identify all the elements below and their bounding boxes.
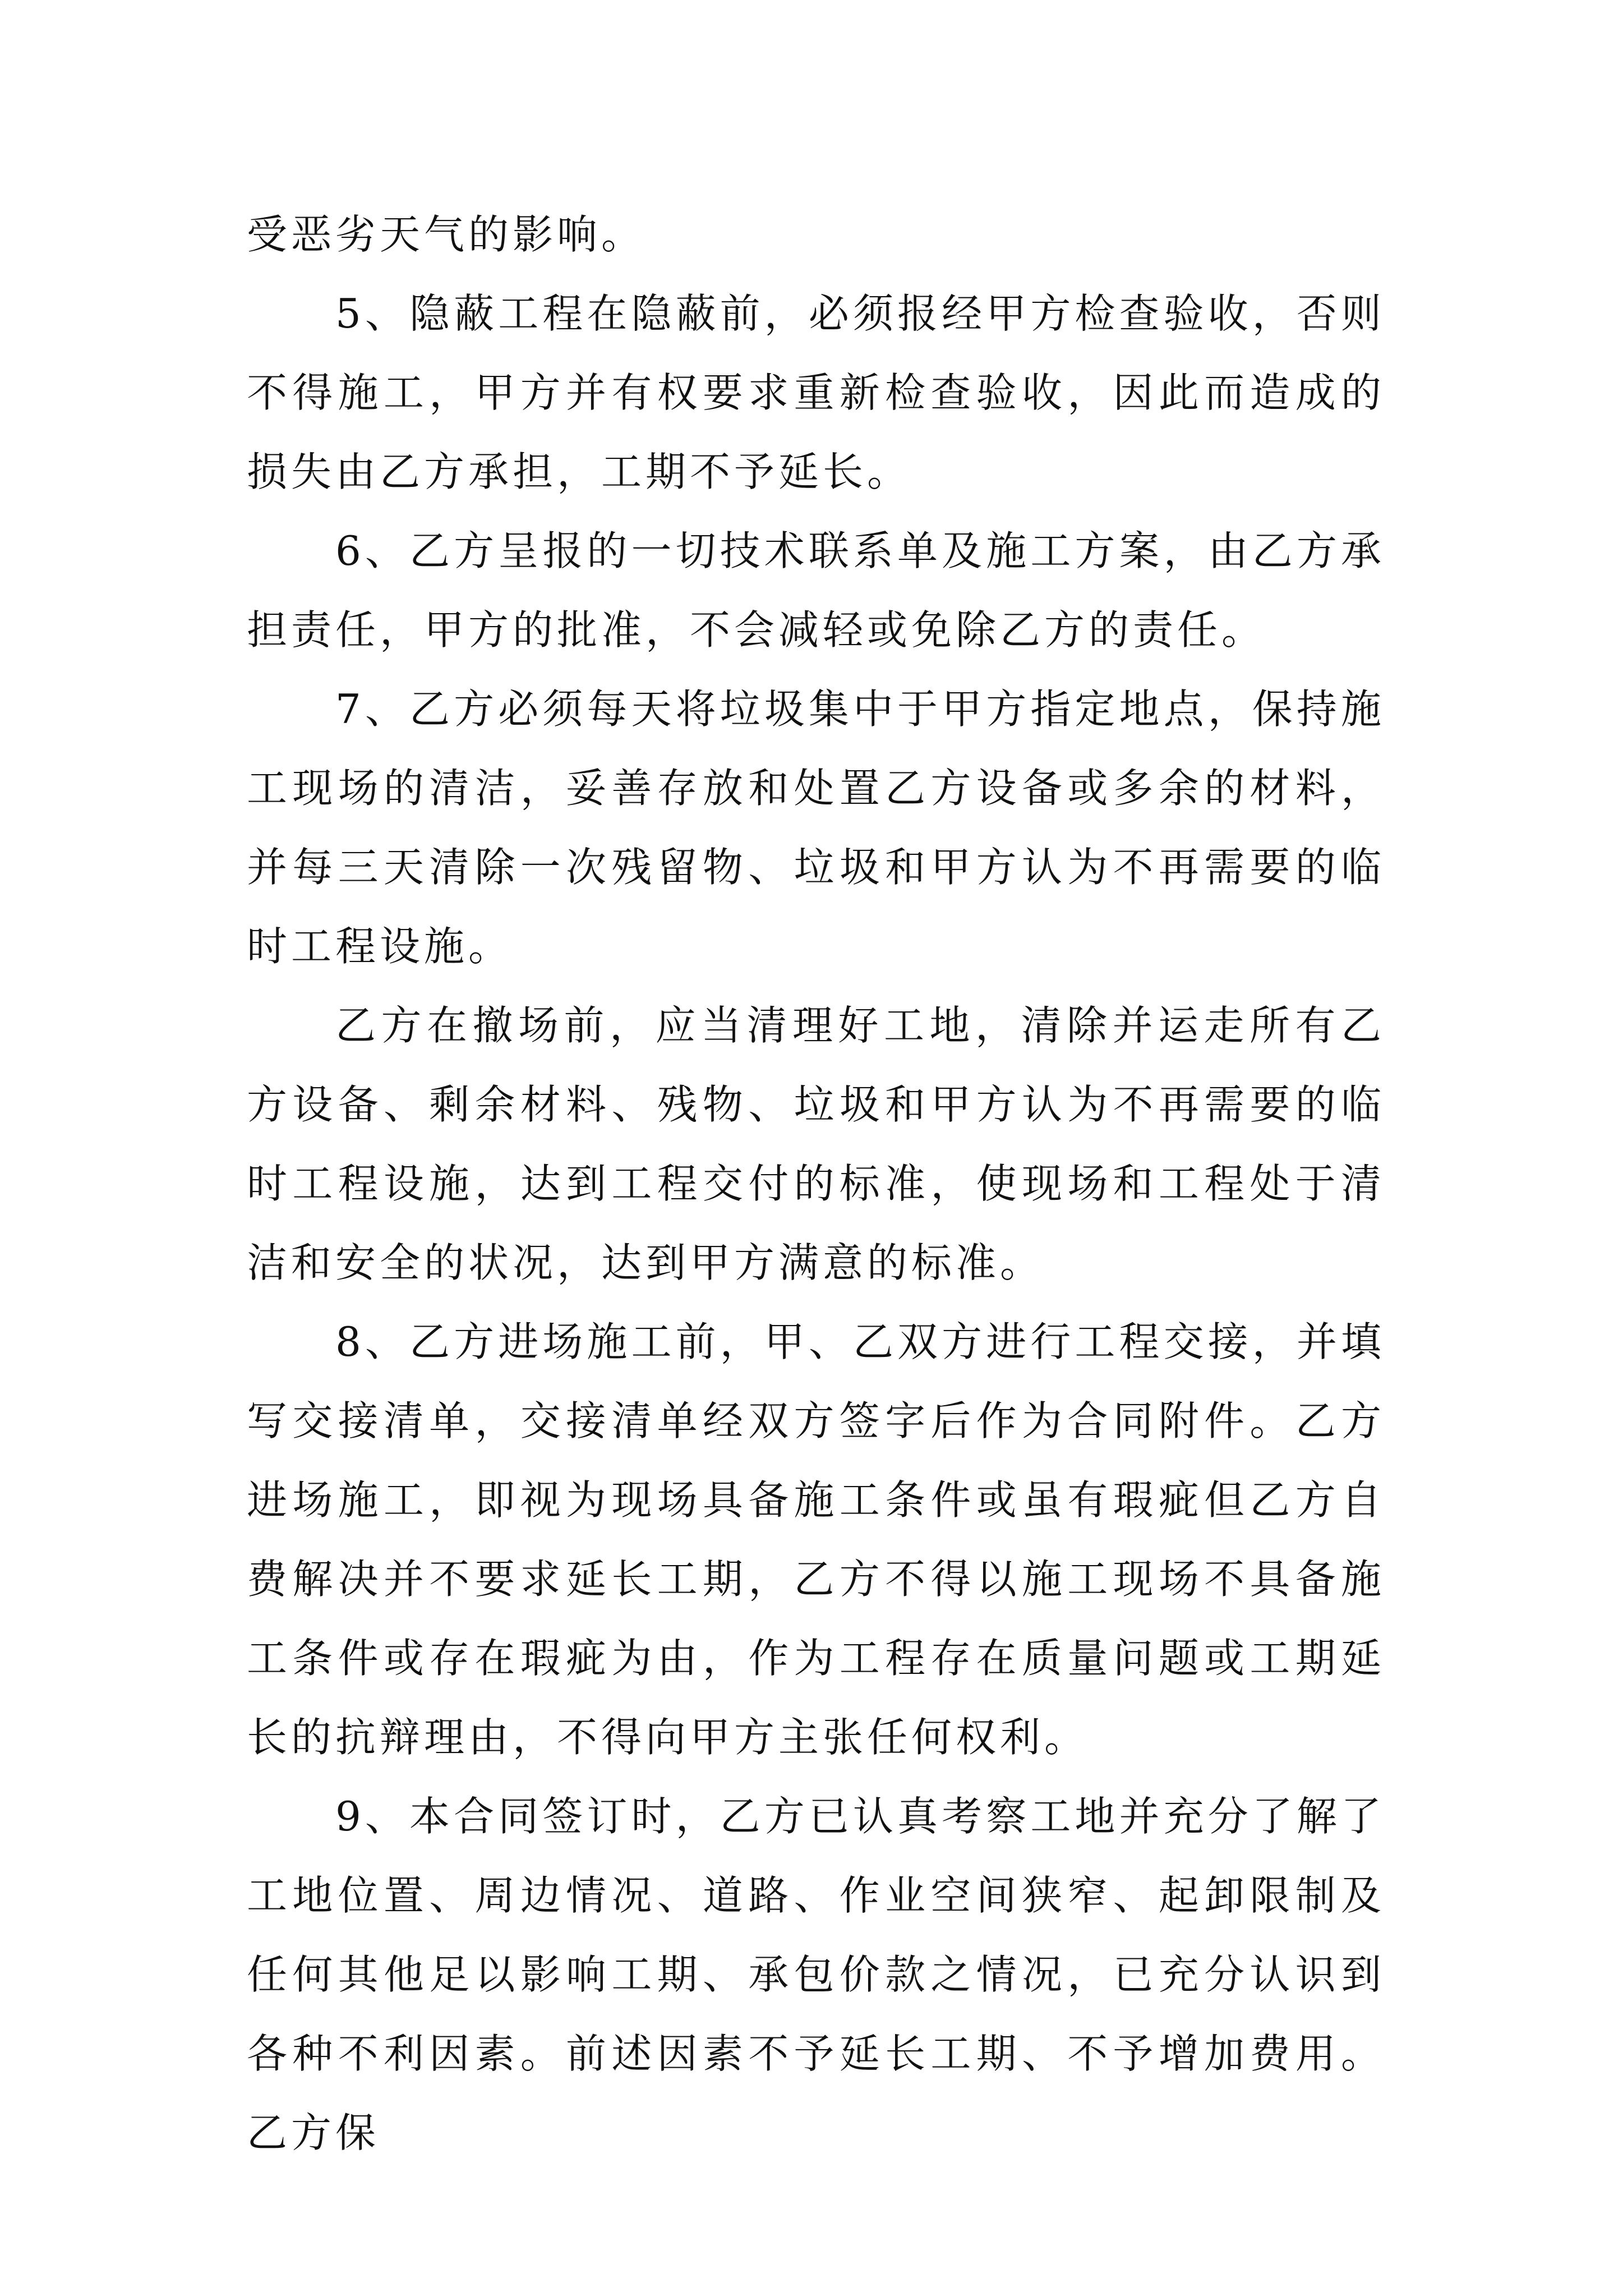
paragraph-clause-8: 8、乙方进场施工前，甲、乙双方进行工程交接，并填写交接清单，交接清单经双方签字后作为合同附件。乙方进场施工，即视为现场具备施工条件或虽有瑕疵但乙方自费解决并不要求延长工期，乙方不得以施工现场不具备施工条件或存在瑕疵为由，作为工程存在质量问题或工期延长的抗辩理由，不得向甲方主张任何权利。: [247, 1318, 1385, 1761]
paragraph-clause-6: 6、乙方呈报的一切技术联系单及施工方案，由乙方承担责任，甲方的批准，不会减轻或免除乙方的责任。: [247, 527, 1385, 654]
paragraph-clause-9: 9、本合同签订时，乙方已认真考察工地并充分了解了工地位置、周边情况、道路、作业空间狭窄、起卸限制及任何其他足以影响工期、承包价款之情况，已充分认识到各种不利因素。前述因素不予延长工期、不予增加费用。乙方保: [247, 1793, 1385, 2156]
paragraph-clause-7-site-clearance: 乙方在撤场前，应当清理好工地，清除并运走所有乙方设备、剩余材料、残物、垃圾和甲方认为不再需要的临时工程设施，达到工程交付的标准，使现场和工程处于清洁和安全的状况，达到甲方满意的标准。: [247, 1002, 1385, 1286]
paragraph-continuation: 受恶劣天气的影响。: [247, 211, 646, 258]
contract-body: [247, 195, 1385, 2173]
paragraph-clause-5: 5、隐蔽工程在隐蔽前，必须报经甲方检查验收，否则不得施工，甲方并有权要求重新检查验收，因此而造成的损失由乙方承担，工期不予延长。: [247, 290, 1385, 495]
paragraph-clause-7: 7、乙方必须每天将垃圾集中于甲方指定地点，保持施工现场的清洁，妥善存放和处置乙方设备或多余的材料，并每三天清除一次残留物、垃圾和甲方认为不再需要的临时工程设施。: [247, 685, 1385, 970]
